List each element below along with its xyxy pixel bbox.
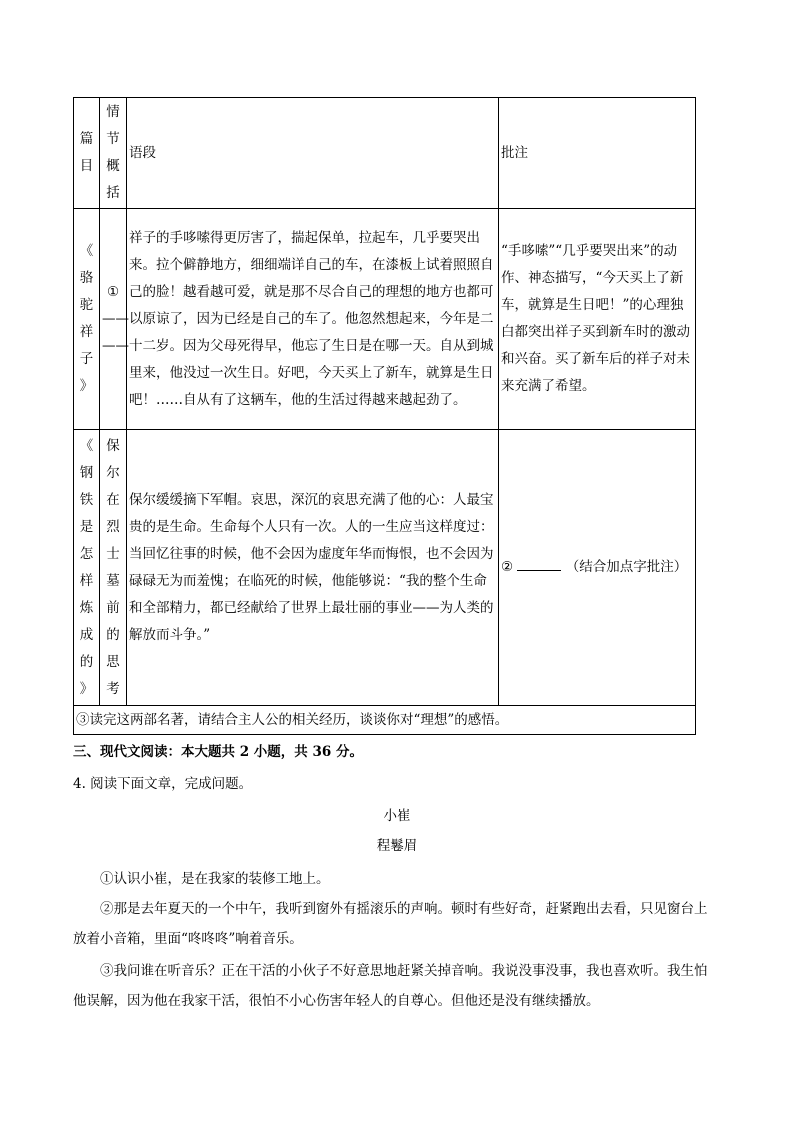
note-steel-prefix: ②	[501, 559, 514, 575]
summary-steel	[100, 430, 127, 706]
vertical-char: 保	[106, 437, 120, 454]
book-title-steel	[74, 430, 100, 706]
header-title	[74, 98, 100, 209]
vertical-char: 钢	[79, 464, 94, 481]
vertical-char: 概	[106, 158, 120, 174]
blank-number-1: ①	[106, 283, 120, 300]
vertical-char: 情	[106, 104, 120, 120]
vertical-char: 节	[106, 131, 120, 147]
note-camel: “手哆嗦”“几乎要哭出来”的动作、神态描写，“今天买上了新车，就算是生日吧！”的心理独白都突出祥子买到新车时的激动和兴奋。买了新车后的祥子对未来充满了希望。	[499, 209, 696, 430]
table-row-question3	[74, 706, 696, 735]
vertical-char: 驼	[79, 297, 94, 313]
header-passage: 语段	[127, 98, 499, 209]
blank-line-1b: ——	[102, 337, 129, 354]
note-steel	[499, 430, 696, 706]
vertical-char: 考	[106, 680, 120, 697]
vertical-char: 《	[79, 437, 94, 454]
vertical-char: 成	[79, 626, 94, 643]
vertical-char: 是	[79, 518, 94, 535]
vertical-char: 篇	[79, 131, 94, 147]
answer-blank-2	[517, 556, 561, 571]
header-title-text	[76, 126, 97, 180]
article-author: 程鬈眉	[376, 838, 418, 854]
question-4: 4. 阅读下面文章，完成问题。	[73, 776, 253, 792]
header-summary-text	[102, 99, 124, 207]
paragraph-3: ③我问谁在听音乐？正在干活的小伙子不好意思地赶紧关掉音响。我说没事没事，我也喜欢听。我生怕他误解，因为他在我家干活，很怕不小心伤害年轻人的自尊心。但他还是没有继续播放。	[73, 963, 708, 1009]
vertical-char: 烈	[106, 518, 120, 535]
book-title-camel-text	[76, 238, 97, 400]
vertical-char: 尔	[106, 464, 120, 481]
vertical-char: 铁	[79, 491, 94, 508]
question-3: ③读完这两部名著，请结合主人公的相关经历，谈谈你对“理想”的感悟。	[74, 706, 696, 735]
vertical-char: 前	[106, 599, 120, 616]
vertical-char: 的	[106, 626, 120, 643]
vertical-char: 》	[79, 378, 94, 394]
blank-line-1: ——	[102, 310, 129, 327]
vertical-char: 在	[106, 491, 120, 508]
vertical-char: 《	[79, 243, 94, 259]
annotation-table	[73, 97, 696, 735]
passage-camel: 祥子的手哆嗦得更厉害了，揣起保单，拉起车，几乎要哭出来。拉个僻静地方，细细端详自己的车，在漆板上试着照照自己的脸！越看越可爱，就是那不尽合自己的理想的地方也都可以原谅了，因为已经是自己的车了。他忽然想起来，今年是二十二岁。因为父母死得早，他忘了生日是在哪一天。自从到城里来，他没过一次生日。好吧，今天买上了新车，就算是生日吧！……自从有了这辆车，他的生活过得越来越起劲了。	[127, 209, 499, 430]
vertical-char: 怎	[79, 545, 94, 562]
vertical-char: 》	[79, 680, 94, 697]
header-summary	[100, 98, 127, 209]
vertical-char: 样	[79, 572, 94, 589]
vertical-char: 士	[106, 545, 120, 562]
paragraph-2: ②那是去年夏天的一个中午，我听到窗外有摇滚乐的声响。顿时有些好奇，赶紧跑出去看，只见窗台上放着小音箱，里面“咚咚咚”响着音乐。	[73, 901, 708, 947]
vertical-char: 括	[106, 185, 120, 201]
vertical-char: 目	[79, 158, 94, 174]
header-note: 批注	[499, 98, 696, 209]
book-title-steel-text	[76, 433, 97, 703]
summary-steel-text	[102, 433, 124, 703]
note-steel-suffix: （结合加点字批注）	[565, 559, 688, 575]
table-row-camel	[74, 209, 696, 430]
passage-steel: 保尔缓缓摘下军帽。哀思，深沉的哀思充满了他的心：人最宝贵的是生命。生命每个人只有一次。人的一生应当这样度过：当回忆往事的时候，他不会因为虚度年华而悔恨，也不会因为碌碌无为而羞愧；在临死的时候，他能够说：“我的整个生命和全部精力，都已经献给了世界上最壮丽的事业——为人类的解放而斗争。”	[127, 430, 499, 706]
vertical-char: 子	[79, 351, 94, 367]
vertical-char: 祥	[79, 324, 94, 340]
book-title-camel	[74, 209, 100, 430]
section-heading: 三、现代文阅读：本大题共 2 小题，共 36 分。	[73, 744, 363, 760]
vertical-char: 思	[106, 653, 120, 670]
table-header-row	[74, 98, 696, 209]
table-row-steel	[74, 430, 696, 706]
vertical-char: 墓	[106, 572, 120, 589]
vertical-char: 炼	[79, 599, 94, 616]
vertical-char: 的	[79, 653, 94, 670]
paragraph-1: ①认识小崔，是在我家的装修工地上。	[100, 871, 330, 887]
summary-blank-1	[100, 209, 127, 430]
vertical-char: 骆	[79, 270, 94, 286]
article-title: 小崔	[383, 808, 411, 824]
